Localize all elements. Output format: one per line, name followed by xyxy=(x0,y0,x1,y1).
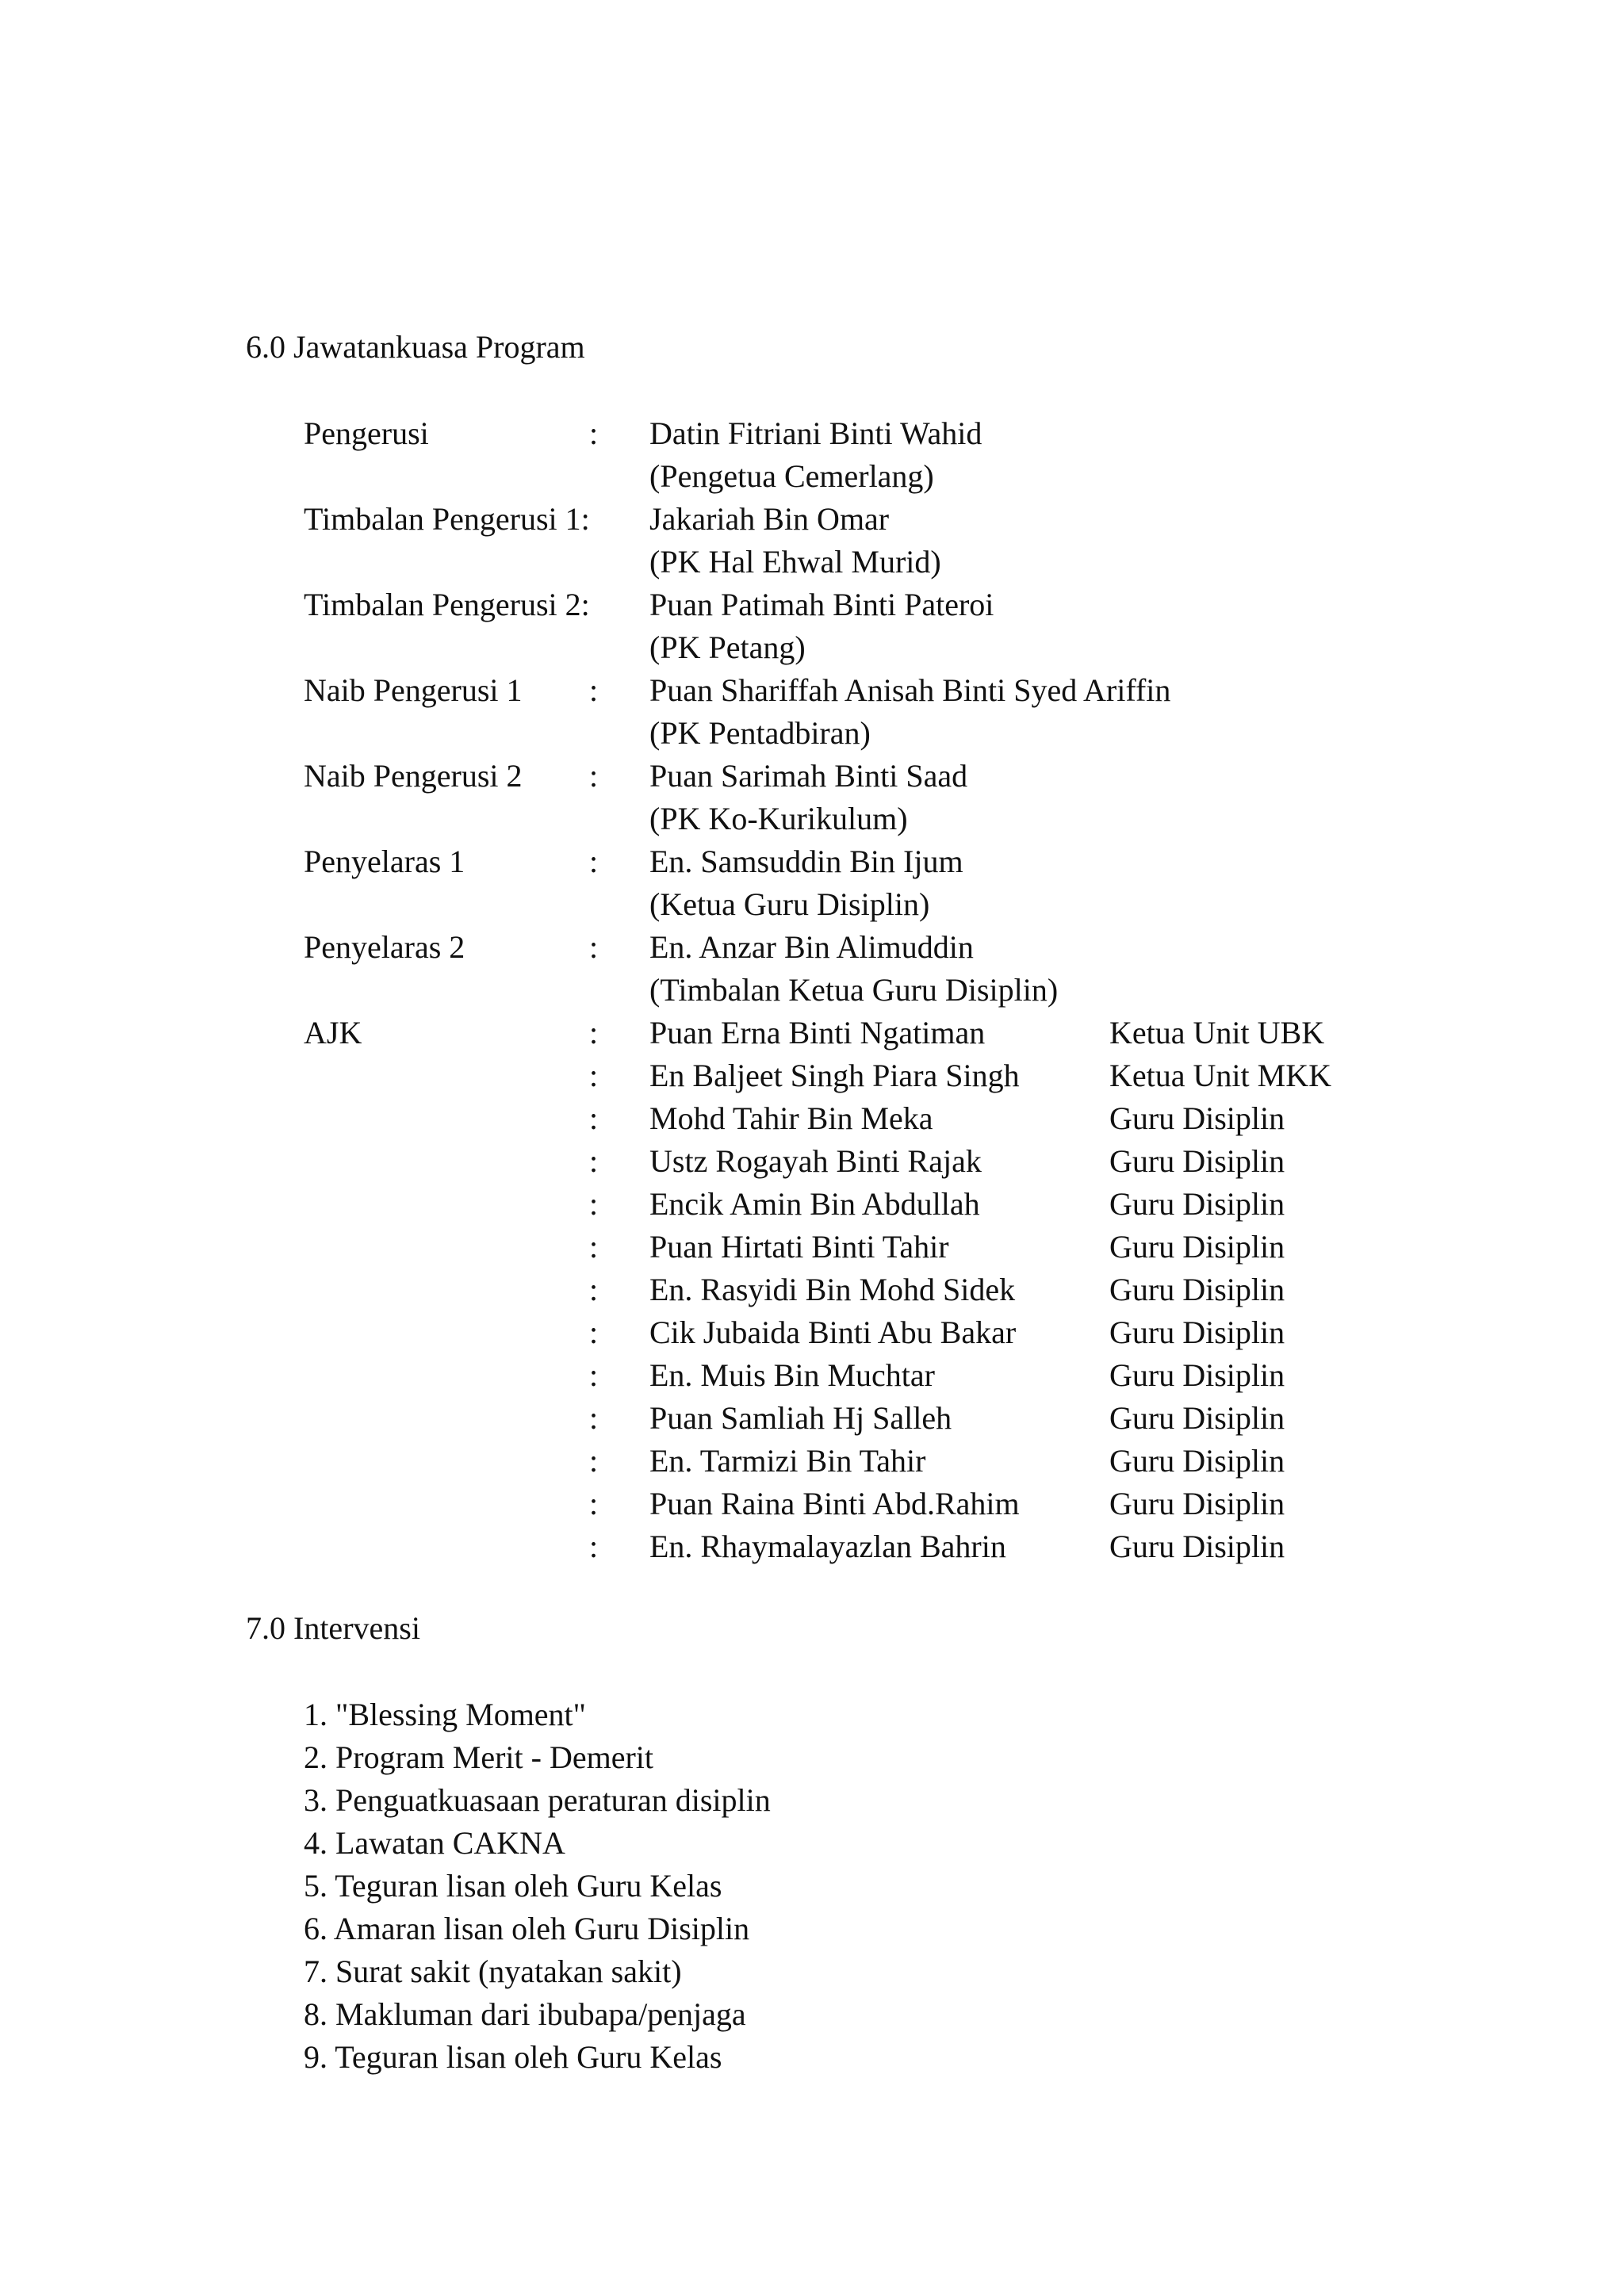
committee-member-name: (PK Ko-Kurikulum) xyxy=(649,801,908,836)
committee-duty: Guru Disiplin xyxy=(1109,1143,1285,1179)
committee-colon: : xyxy=(589,1058,599,1093)
committee-row xyxy=(304,840,1493,883)
committee-member-name: En. Anzar Bin Alimuddin xyxy=(649,929,974,965)
committee-colon: : xyxy=(589,1529,599,1564)
committee-member-name: (Ketua Guru Disiplin) xyxy=(649,886,930,922)
committee-row xyxy=(304,1483,1493,1525)
committee-member-name: (PK Petang) xyxy=(649,629,806,665)
committee-role: Naib Pengerusi 1 xyxy=(304,672,523,708)
committee-row xyxy=(304,1397,1493,1440)
committee-member-name: En Baljeet Singh Piara Singh xyxy=(649,1058,1020,1093)
committee-colon: : xyxy=(589,1357,599,1393)
committee-duty: Guru Disiplin xyxy=(1109,1100,1285,1136)
intervention-item: 7. Surat sakit (nyatakan sakit) xyxy=(304,1954,682,1989)
section-6-heading: 6.0 Jawatankuasa Program xyxy=(246,329,585,365)
committee-row xyxy=(304,1440,1493,1483)
committee-member-name: En. Rasyidi Bin Mohd Sidek xyxy=(649,1272,1016,1307)
committee-colon: : xyxy=(589,415,599,451)
committee-row xyxy=(304,883,1493,926)
committee-row xyxy=(304,1183,1493,1226)
committee-row xyxy=(304,926,1493,969)
committee-colon: : xyxy=(589,758,599,794)
intervention-item: 9. Teguran lisan oleh Guru Kelas xyxy=(304,2039,722,2075)
committee-row xyxy=(304,1311,1493,1354)
committee-member-name: En. Rhaymalayazlan Bahrin xyxy=(649,1529,1006,1564)
committee-member-name: Puan Shariffah Anisah Binti Syed Ariffin xyxy=(649,672,1171,708)
intervention-item: 6. Amaran lisan oleh Guru Disiplin xyxy=(304,1911,750,1946)
committee-row xyxy=(304,1054,1493,1097)
committee-colon: : xyxy=(589,1400,599,1436)
committee-colon: : xyxy=(589,1143,599,1179)
committee-member-name: (PK Hal Ehwal Murid) xyxy=(649,544,941,580)
committee-row xyxy=(304,798,1493,840)
committee-row xyxy=(304,755,1493,798)
intervention-item: 1. "Blessing Moment" xyxy=(304,1697,586,1732)
committee-duty: Guru Disiplin xyxy=(1109,1186,1285,1222)
committee-member-name: (Timbalan Ketua Guru Disiplin) xyxy=(649,972,1059,1008)
committee-row xyxy=(304,626,1493,669)
committee-row xyxy=(304,1269,1493,1311)
committee-role: Penyelaras 1 xyxy=(304,844,465,879)
committee-duty: Guru Disiplin xyxy=(1109,1357,1285,1393)
committee-row xyxy=(304,455,1493,498)
committee-row xyxy=(304,1226,1493,1269)
committee-member-name: Puan Patimah Binti Pateroi xyxy=(649,587,994,622)
committee-duty: Guru Disiplin xyxy=(1109,1314,1285,1350)
committee-colon: : xyxy=(589,1272,599,1307)
committee-row xyxy=(304,969,1493,1012)
committee-role: Timbalan Pengerusi 2: xyxy=(304,587,590,622)
intervention-item: 5. Teguran lisan oleh Guru Kelas xyxy=(304,1868,722,1904)
committee-member-name: Puan Hirtati Binti Tahir xyxy=(649,1229,949,1265)
committee-duty: Ketua Unit MKK xyxy=(1109,1058,1331,1093)
committee-member-name: En. Samsuddin Bin Ijum xyxy=(649,844,963,879)
committee-duty: Guru Disiplin xyxy=(1109,1272,1285,1307)
intervention-item: 4. Lawatan CAKNA xyxy=(304,1825,565,1861)
intervention-item: 2. Program Merit - Demerit xyxy=(304,1739,653,1775)
committee-member-name: Mohd Tahir Bin Meka xyxy=(649,1100,933,1136)
committee-table xyxy=(304,412,1493,1568)
committee-row xyxy=(304,1140,1493,1183)
committee-member-name: En. Muis Bin Muchtar xyxy=(649,1357,935,1393)
committee-duty: Guru Disiplin xyxy=(1109,1529,1285,1564)
section-7-heading: 7.0 Intervensi xyxy=(246,1610,420,1646)
committee-member-name: En. Tarmizi Bin Tahir xyxy=(649,1443,926,1479)
committee-member-name: Datin Fitriani Binti Wahid xyxy=(649,415,982,451)
committee-colon: : xyxy=(589,1015,599,1050)
committee-duty: Guru Disiplin xyxy=(1109,1229,1285,1265)
committee-row xyxy=(304,712,1493,755)
committee-colon: : xyxy=(589,1229,599,1265)
committee-member-name: (Pengetua Cemerlang) xyxy=(649,458,934,494)
committee-row xyxy=(304,541,1493,584)
committee-role: Naib Pengerusi 2 xyxy=(304,758,523,794)
committee-member-name: Puan Raina Binti Abd.Rahim xyxy=(649,1486,1020,1521)
committee-role: Timbalan Pengerusi 1: xyxy=(304,501,590,537)
committee-role: Penyelaras 2 xyxy=(304,929,465,965)
committee-row xyxy=(304,1525,1493,1568)
committee-colon: : xyxy=(589,1314,599,1350)
committee-colon: : xyxy=(589,1186,599,1222)
committee-member-name: Jakariah Bin Omar xyxy=(649,501,890,537)
committee-duty: Guru Disiplin xyxy=(1109,1443,1285,1479)
committee-duty: Ketua Unit UBK xyxy=(1109,1015,1325,1050)
committee-member-name: Cik Jubaida Binti Abu Bakar xyxy=(649,1314,1017,1350)
committee-role: AJK xyxy=(304,1015,362,1050)
committee-member-name: (PK Pentadbiran) xyxy=(649,715,871,751)
committee-colon: : xyxy=(589,672,599,708)
intervention-item: 8. Makluman dari ibubapa/penjaga xyxy=(304,1996,746,2032)
intervention-list xyxy=(304,1693,771,2079)
committee-row xyxy=(304,1012,1493,1054)
committee-duty: Guru Disiplin xyxy=(1109,1486,1285,1521)
committee-row xyxy=(304,1097,1493,1140)
committee-duty: Guru Disiplin xyxy=(1109,1400,1285,1436)
committee-row xyxy=(304,584,1493,626)
committee-row xyxy=(304,498,1493,541)
committee-member-name: Ustz Rogayah Binti Rajak xyxy=(649,1143,982,1179)
committee-colon: : xyxy=(589,929,599,965)
committee-colon: : xyxy=(589,844,599,879)
committee-member-name: Puan Samliah Hj Salleh xyxy=(649,1400,952,1436)
committee-role: Pengerusi xyxy=(304,415,429,451)
intervention-item: 3. Penguatkuasaan peraturan disiplin xyxy=(304,1782,771,1818)
committee-row xyxy=(304,412,1493,455)
committee-colon: : xyxy=(589,1100,599,1136)
committee-row xyxy=(304,1354,1493,1397)
committee-member-name: Puan Sarimah Binti Saad xyxy=(649,758,968,794)
committee-member-name: Encik Amin Bin Abdullah xyxy=(649,1186,980,1222)
committee-colon: : xyxy=(589,1486,599,1521)
committee-member-name: Puan Erna Binti Ngatiman xyxy=(649,1015,986,1050)
committee-row xyxy=(304,669,1493,712)
committee-colon: : xyxy=(589,1443,599,1479)
